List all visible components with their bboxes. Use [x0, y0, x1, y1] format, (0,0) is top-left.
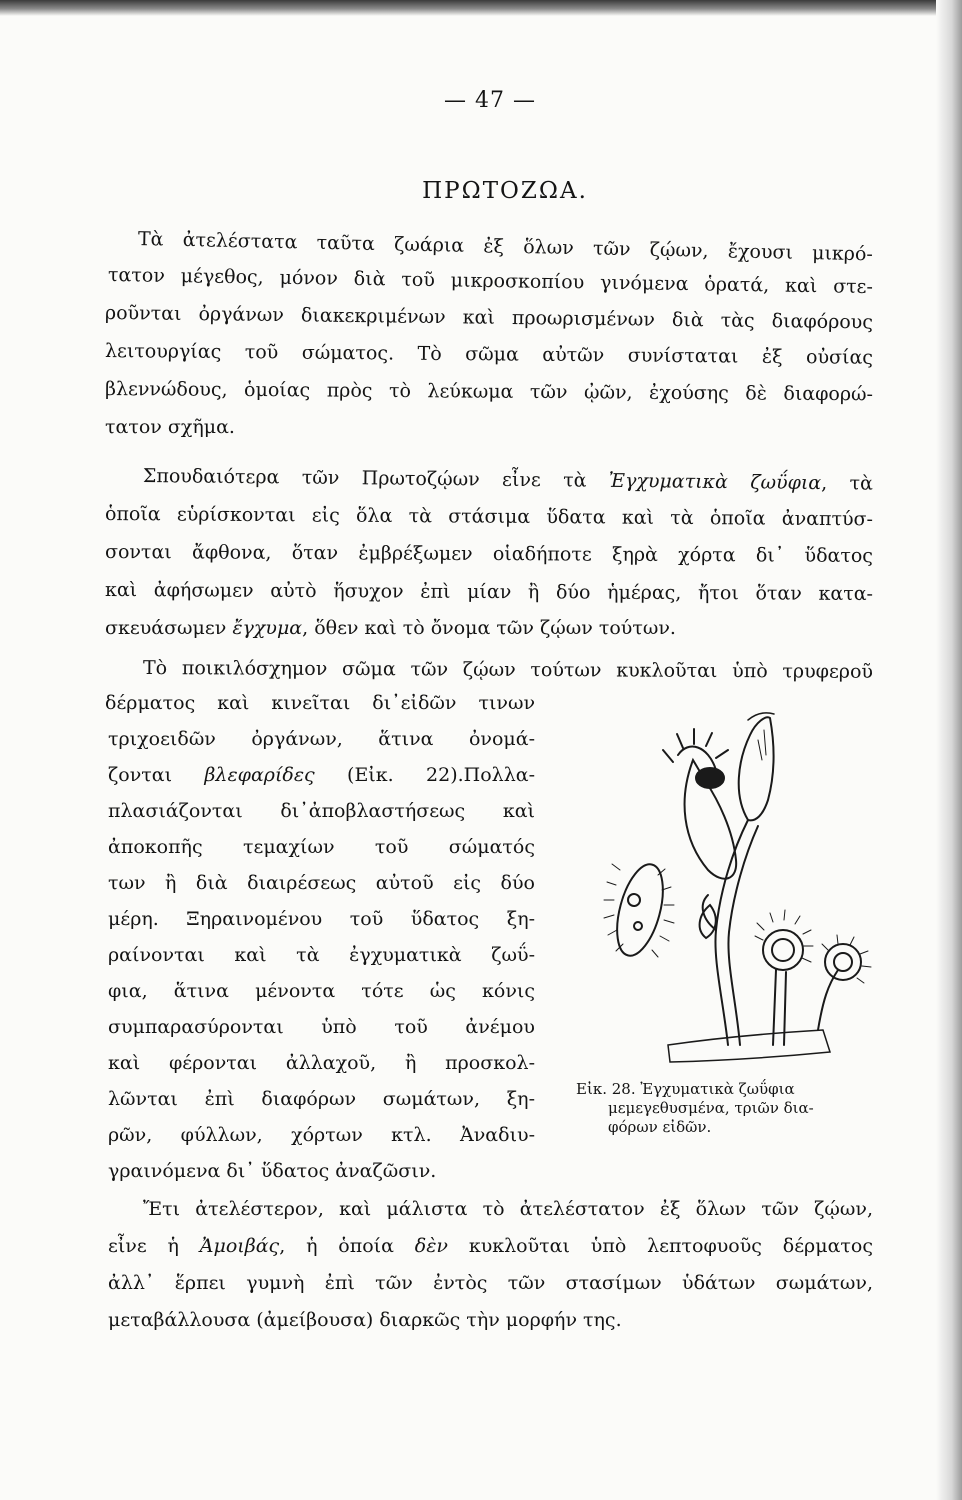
paragraph-1-line-3: ροῦνται ὀργάνων διακεκριμένων καὶ προωρισμένων διὰ τὰς διαφόρους — [104, 302, 874, 334]
paragraph-2-line-3: σονται ἄφθονα, ὅταν ἐμβρέξωμεν οἱαδήποτε ξηρὰ χόρτα δι᾽ ὕδατος — [104, 541, 874, 568]
paragraph-1-line-2: τατον μέγεθος, μόνον διὰ τοῦ μικροσκοπίου γινόμενα ὁρατά, καὶ στε- — [107, 264, 874, 299]
figure-caption-line-2: μεμεγεθυσμένα, τριῶν δια- — [608, 1099, 814, 1117]
figure-caption-line-1: Εἰκ. 28. Ἐγχυματικὰ ζωΰφια — [576, 1080, 795, 1098]
paragraph-3-line-4-end: (Εἰκ. 22).Πολλα- — [314, 764, 535, 786]
paragraph-1-line-6: τατον σχῆμα. — [105, 416, 235, 438]
term-cilia: βλεφαρίδες — [204, 764, 315, 786]
term-amoeba: Ἀμοιβάς — [199, 1235, 280, 1257]
paragraph-2-line-2: ὁποῖα εὑρίσκονται εἰς ὅλα τὰ στάσιμα ὕδατα καὶ τὰ ὁποῖα ἀναπτύσ- — [104, 503, 874, 531]
paragraph-4-line-3: ἀλλ᾽ ἕρπει γυμνὴ ἐπὶ τῶν ἐντὸς τῶν στασίμων ὑδάτων σωμάτων, — [108, 1272, 873, 1294]
paragraph-2-line-5-text: σκευάσωμεν — [105, 617, 233, 639]
paragraph-3-line-5: πλασιάζονται δι᾽ἀποβλαστήσεως καὶ — [108, 800, 535, 822]
paragraph-3-line-10: φια, ἅτινα μένοντα τότε ὡς κόνις — [108, 980, 535, 1002]
paragraph-3-line-4-text: ζονται — [108, 764, 205, 786]
paragraph-3-line-7: των ἢ διὰ διαιρέσεως αὐτοῦ εἰς δύο — [108, 872, 535, 894]
paragraph-2-line-1-end: , τὰ — [821, 472, 874, 495]
term-infusion: ἔγχυμα — [232, 617, 303, 639]
paragraph-4-line-2-mid: , ἡ ὁποία — [279, 1235, 415, 1257]
paragraph-3-line-6: ἀποκοπῆς τεμαχίων τοῦ σώματός — [108, 836, 535, 858]
term-infusoria: Ἐγχυματικὰ ζωΰφια — [608, 469, 822, 495]
paragraph-2-line-1-text: Σπουδαιότερα τῶν Πρωτοζῴων εἶνε τὰ — [142, 465, 609, 492]
paragraph-2-line-5-end: , ὅθεν καὶ τὸ ὄνομα τῶν ζῴων τούτων. — [302, 617, 676, 639]
paragraph-3-line-8: μέρη. Ξηραινομένου τοῦ ὕδατος ξη- — [108, 908, 535, 930]
paragraph-1-line-4: λειτουργίας τοῦ σώματος. Τὸ σῶμα αὐτῶν συνίσταται ἐξ οὐσίας — [104, 340, 874, 369]
figure-caption — [576, 1080, 881, 1137]
paragraph-3-line-13: λῶνται ἐπὶ διαφόρων σωμάτων, ξη- — [108, 1088, 535, 1110]
figure-caption-line-3: φόρων εἰδῶν. — [608, 1118, 712, 1136]
section-title: ΠΡΩΤΟΖΩΑ. — [422, 178, 588, 204]
paragraph-4-line-2 — [108, 1233, 873, 1259]
paragraph-3-line-11: συμπαρασύρονται ὑπὸ τοῦ ἀνέμου — [108, 1016, 535, 1038]
paragraph-3-line-12: καὶ φέρονται ἀλλαχοῦ, ἢ προσκολ- — [108, 1052, 535, 1074]
paragraph-4-line-4: μεταβάλλουσα (ἀμείβουσα) διαρκῶς τὴν μορφήν της. — [108, 1309, 622, 1331]
paragraph-2-line-4: καὶ ἀφήσωμεν αὐτὸ ἥσυχον ἐπὶ μίαν ἢ δύο ἡμέρας, ἤτοι ὅταν κατα- — [104, 579, 874, 606]
infusoria-illustration — [598, 700, 888, 1075]
paragraph-3-line-15: γραινόμενα δι᾽ ὕδατος ἀναζῶσιν. — [108, 1160, 437, 1182]
paragraph-3-line-4 — [108, 762, 535, 788]
paragraph-2-line-5 — [105, 615, 785, 641]
page-number: — 47 — — [444, 88, 536, 113]
paragraph-3-line-3: τριχοειδῶν ὀργάνων, ἅτινα ὀνομά- — [108, 728, 535, 750]
paragraph-4-line-2-end: κυκλοῦται ὑπὸ λεπτοφυοῦς δέρματος — [447, 1235, 873, 1257]
paragraph-4-line-2-text: εἶνε ἡ — [108, 1235, 200, 1257]
term-emphasis-not: δὲν — [414, 1235, 448, 1257]
paragraph-2-line-1 — [143, 463, 873, 497]
paragraph-3-line-14: ρῶν, φύλλων, χόρτων κτλ. Ἀναδιυ- — [108, 1124, 535, 1146]
page-top-edge-shadow — [0, 0, 962, 16]
paragraph-3-line-1: Τὸ ποικιλόσχημον σῶμα τῶν ζῴων τούτων κυκλοῦται ὑπὸ τρυφεροῦ — [142, 657, 874, 683]
paragraph-1-line-5: βλεννώδους, ὁμοίας πρὸς τὸ λεύκωμα τῶν ᾠῶν, ἐχούσης δὲ διαφορώ- — [104, 378, 874, 406]
paragraph-1-line-1: Τὰ ἀτελέστατα ταῦτα ζωάρια ἐξ ὅλων τῶν ζῴων, ἔχουσι μικρό- — [137, 228, 874, 266]
paragraph-3-line-9: ραίνονται καὶ τὰ ἐγχυματικὰ ζωΰ- — [108, 944, 535, 966]
paragraph-3-line-2: δέρματος καὶ κινεῖται δι᾽εἰδῶν τινων — [105, 692, 535, 714]
page-binding-shadow — [936, 0, 962, 1500]
paragraph-4-line-1: Ἔτι ἀτελέστερον, καὶ μάλιστα τὸ ἀτελέστατον ἐξ ὅλων τῶν ζῴων, — [143, 1198, 873, 1220]
